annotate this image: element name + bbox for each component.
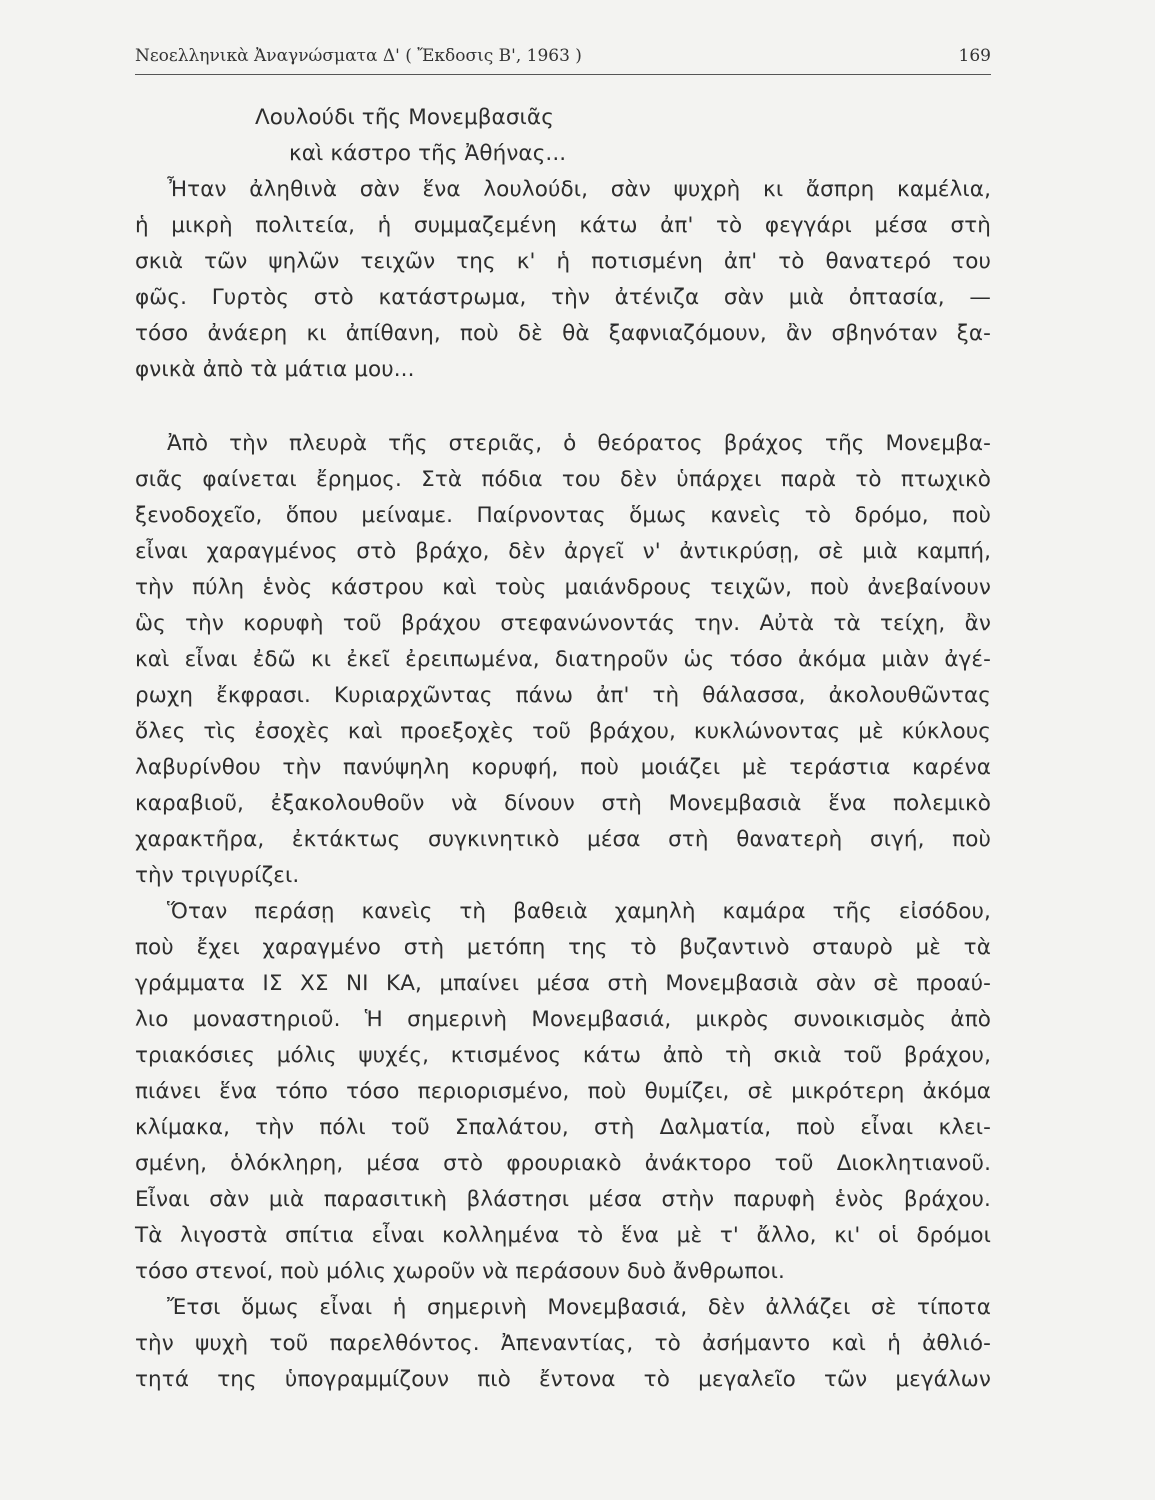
text-line: Ἦταν ἀληθινὰ σὰν ἕνα λουλούδι, σὰν ψυχρὴ κι ἄσπρη καμέλια,	[167, 177, 991, 202]
page-number: 169	[958, 46, 991, 66]
text-line: ὣς τὴν κορυφὴ τοῦ βράχου στεφανώνοντάς την. Αὐτὰ τὰ τείχη, ἂν	[135, 611, 991, 636]
text-line: σκιὰ τῶν ψηλῶν τειχῶν της κ' ἡ ποτισμένη ἀπ' τὸ θανατερό του	[135, 249, 991, 274]
text-line: ποὺ ἔχει χαραγμένο στὴ μετόπη της τὸ βυζαντινὸ σταυρὸ μὲ τὰ	[135, 935, 991, 960]
article-title-line-2: καὶ κάστρο τῆς Ἀθήνας...	[289, 141, 567, 166]
text-line: Ἀπὸ τὴν πλευρὰ τῆς στεριᾶς, ὁ θεόρατος βράχος τῆς Μονεμβα-	[167, 431, 991, 456]
text-line: τόσο στενοί, ποὺ μόλις χωροῦν νὰ περάσουν δυὸ ἄνθρωποι.	[135, 1259, 785, 1284]
text-line: ὅλες τὶς ἐσοχὲς καὶ προεξοχὲς τοῦ βράχου, κυκλώνοντας μὲ κύκλους	[135, 719, 991, 744]
text-line: ρωχη ἔκφρασι. Κυριαρχῶντας πάνω ἀπ' τὴ θάλασσα, ἀκολουθῶντας	[135, 683, 991, 708]
text-line: φνικὰ ἀπὸ τὰ μάτια μου...	[135, 357, 415, 382]
text-line: Τὰ λιγοστὰ σπίτια εἶναι κολλημένα τὸ ἕνα μὲ τ' ἄλλο, κι' οἱ δρόμοι	[135, 1223, 991, 1248]
text-line: τὴν πύλη ἑνὸς κάστρου καὶ τοὺς μαιάνδρους τειχῶν, ποὺ ἀνεβαίνουν	[135, 575, 991, 600]
text-line: γράμματα ΙΣ ΧΣ ΝΙ ΚΑ, μπαίνει μέσα στὴ Μονεμβασιὰ σὰν σὲ προαύ-	[135, 971, 991, 996]
text-line: σιᾶς φαίνεται ἔρημος. Στὰ πόδια του δὲν ὑπάρχει παρὰ τὸ πτωχικὸ	[135, 467, 991, 492]
text-line: τόσο ἀνάερη κι ἀπίθανη, ποὺ δὲ θὰ ξαφνιαζόμουν, ἂν σβηνόταν ξα-	[135, 321, 991, 346]
text-line: Εἶναι σὰν μιὰ παρασιτικὴ βλάστησι μέσα στὴν παρυφὴ ἑνὸς βράχου.	[135, 1187, 991, 1212]
article-body	[135, 100, 991, 1398]
text-line: καραβιοῦ, ἐξακολουθοῦν νὰ δίνουν στὴ Μονεμβασιὰ ἕνα πολεμικὸ	[135, 791, 991, 816]
text-line: Ὅταν περάσῃ κανεὶς τὴ βαθειὰ χαμηλὴ καμάρα τῆς εἰσόδου,	[167, 899, 991, 924]
text-line: καὶ εἶναι ἐδῶ κι ἐκεῖ ἐρειπωμένα, διατηροῦν ὡς τόσο ἀκόμα μιὰν ἀγέ-	[135, 647, 991, 672]
text-line: λιο μοναστηριοῦ. Ἡ σημερινὴ Μονεμβασιά, μικρὸς συνοικισμὸς ἀπὸ	[135, 1007, 991, 1032]
text-line: τὴν τριγυρίζει.	[135, 863, 300, 888]
text-line: κλίμακα, τὴν πόλι τοῦ Σπαλάτου, στὴ Δαλματία, ποὺ εἶναι κλει-	[135, 1115, 991, 1140]
text-line: Ἔτσι ὅμως εἶναι ἡ σημερινὴ Μονεμβασιά, δὲν ἀλλάζει σὲ τίποτα	[167, 1295, 991, 1320]
article-title-line-1: Λουλούδι τῆς Μονεμβασιᾶς	[255, 105, 554, 130]
text-line: τριακόσιες μόλις ψυχές, κτισμένος κάτω ἀπὸ τὴ σκιὰ τοῦ βράχου,	[135, 1043, 991, 1068]
text-line: φῶς. Γυρτὸς στὸ κατάστρωμα, τὴν ἀτένιζα σὰν μιὰ ὀπτασία, —	[135, 285, 991, 310]
paragraph-4	[135, 1290, 991, 1398]
text-line: χαρακτῆρα, ἐκτάκτως συγκινητικὸ μέσα στὴ θανατερὴ σιγή, ποὺ	[135, 827, 991, 852]
text-line: πιάνει ἕνα τόπο τόσο περιορισμένο, ποὺ θυμίζει, σὲ μικρότερη ἀκόμα	[135, 1079, 991, 1104]
paragraph-2	[135, 426, 991, 894]
text-line: ξενοδοχεῖο, ὅπου μείναμε. Παίρνοντας ὅμως κανεὶς τὸ δρόμο, ποὺ	[135, 503, 991, 528]
text-line: τὴν ψυχὴ τοῦ παρελθόντος. Ἀπεναντίας, τὸ ἀσήμαντο καὶ ἡ ἀθλιό-	[135, 1331, 991, 1356]
paragraph-3	[135, 894, 991, 1290]
paragraph-1	[135, 172, 991, 388]
text-line: σμένη, ὁλόκληρη, μέσα στὸ φρουριακὸ ἀνάκτορο τοῦ Διοκλητιανοῦ.	[135, 1151, 991, 1176]
text-line: ἡ μικρὴ πολιτεία, ἡ συμμαζεμένη κάτω ἀπ' τὸ φεγγάρι μέσα στὴ	[135, 213, 991, 238]
text-line: εἶναι χαραγμένος στὸ βράχο, δὲν ἀργεῖ ν' ἀντικρύσῃ, σὲ μιὰ καμπή,	[135, 539, 991, 564]
running-title: Νεοελληνικὰ Ἀναγνώσματα Δ' ( Ἔκδοσις Β', 1963 )	[135, 46, 582, 66]
page-header	[135, 42, 991, 75]
text-line: τητά της ὑπογραμμίζουν πιὸ ἔντονα τὸ μεγαλεῖο τῶν μεγάλων	[135, 1367, 991, 1392]
text-line: λαβυρίνθου τὴν πανύψηλη κορυφή, ποὺ μοιάζει μὲ τεράστια καρένα	[135, 755, 991, 780]
